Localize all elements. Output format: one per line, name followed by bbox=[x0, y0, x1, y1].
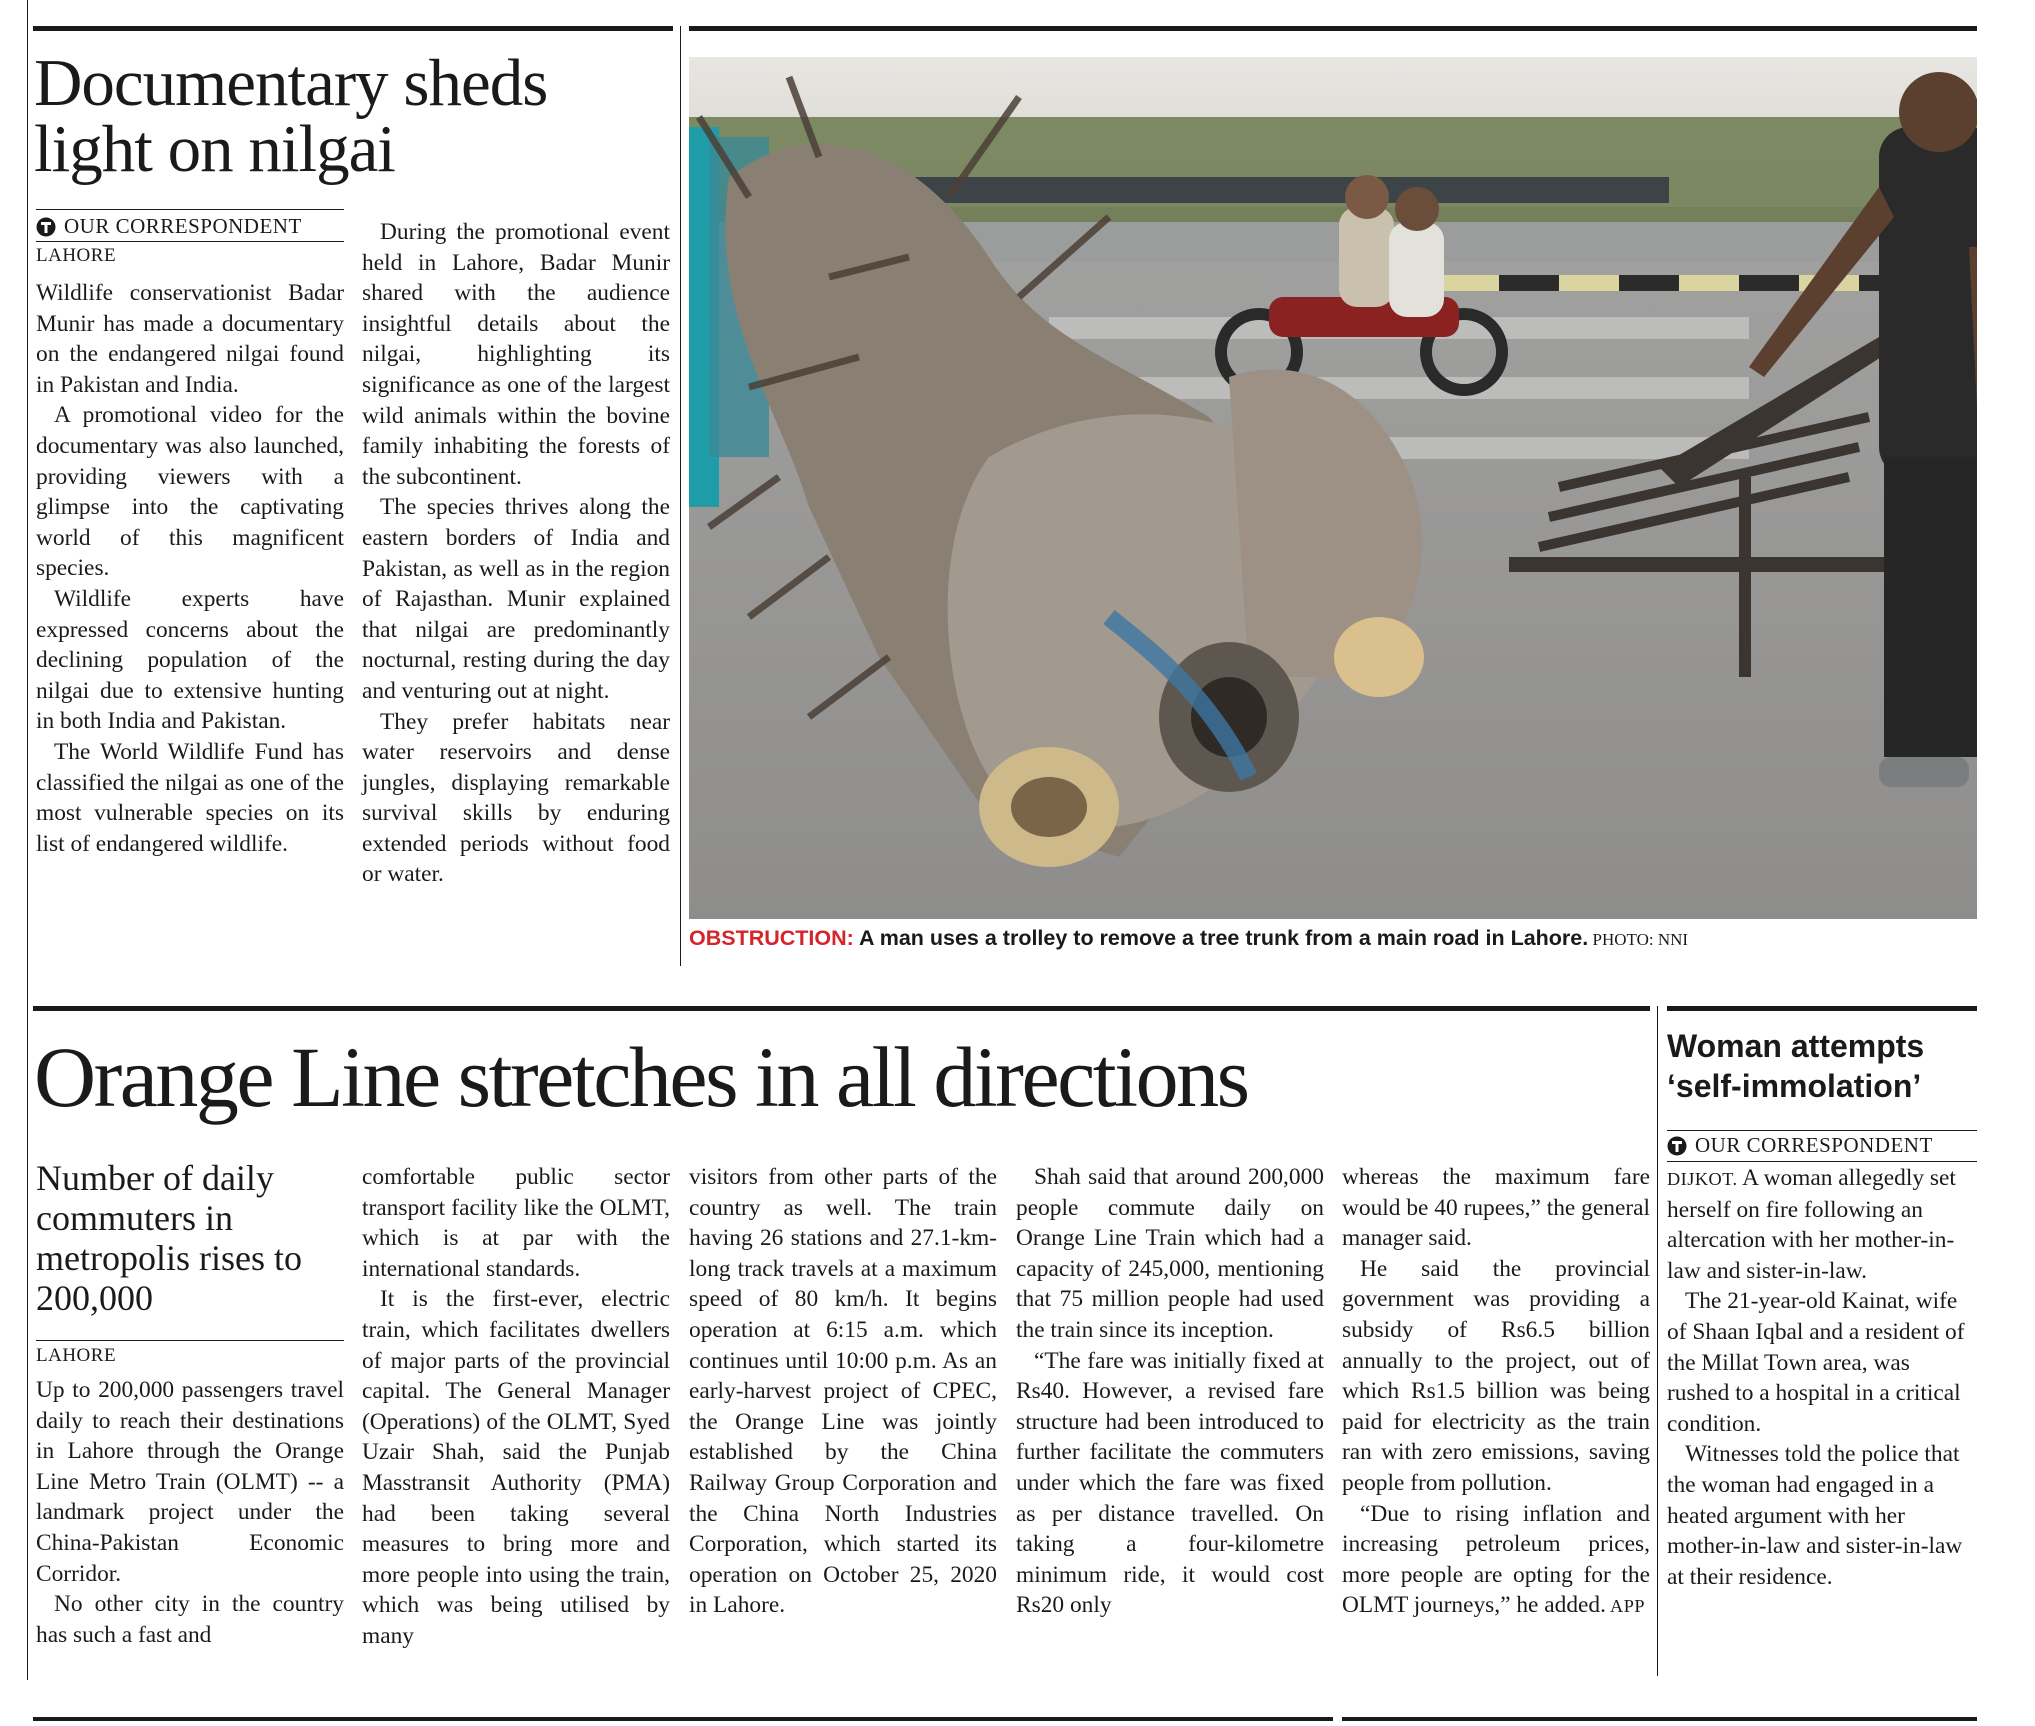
bottom-rule-left bbox=[33, 1717, 1333, 1721]
story3-byline: OUR CORRESPONDENT bbox=[1667, 1133, 1977, 1158]
column-divider-bottom bbox=[1657, 1006, 1658, 1676]
story2-column-4 bbox=[1016, 1162, 1324, 1621]
caption-label: OBSTRUCTION: bbox=[689, 926, 854, 950]
photo-illustration bbox=[689, 57, 1977, 919]
story3-byline-rule-top bbox=[1667, 1130, 1977, 1131]
story2-col3-continuation: visitors from other parts of the country as well. The train having 26 stations and 27.1-km-long track travels at a maximum speed of 80 km/h. It begins operation at 6:15 a.m. which continues until 10:00 p.m. As an early-harvest project of CPEC, the Orange Line was jointly established by the China Railway Group Corporation and the China North Industries Corporation, which started its operation on October 25, 2020 in Lahore. bbox=[689, 1164, 997, 1619]
photo-credit: PHOTO: NNI bbox=[1588, 930, 1689, 949]
column-divider-top bbox=[680, 26, 681, 966]
story2-col5-continuation: whereas the maximum fare would be 40 rupees,” the general manager said. bbox=[1342, 1164, 1650, 1252]
paragraph: The species thrives along the eastern borders of India and Pakistan, as well as in the region of Rajasthan. Munir explained that nilgai are predominantly nocturnal, resting during the day and venturing out at night. bbox=[362, 494, 670, 704]
deck-rule bbox=[36, 1340, 344, 1341]
paragraph: “The fare was initially fixed at Rs40. However, a revised fare structure had been introduced to further facilitate the commuters under which the fare was fixed as per distance travelled. On taking a four-kilometre minimum ride, it would cost Rs20 only bbox=[1016, 1347, 1324, 1619]
paragraph: He said the provincial government was providing a subsidy of Rs6.5 billion annually to the project, out of which Rs1.5 billion was being paid for electricity as the train ran with zero emissions, saving people from pollution. bbox=[1342, 1255, 1650, 1496]
story1-headline: Documentary sheds light on nilgai bbox=[34, 46, 548, 186]
story1-column-1 bbox=[36, 278, 344, 859]
news-photo-tree-trolley bbox=[689, 57, 1977, 919]
story3-lead: DIJKOT. A woman allegedly set herself on fire following an altercation with her mother-in-law and sister-in-law. bbox=[1667, 1165, 1956, 1284]
correspondent-logo-icon bbox=[36, 217, 56, 237]
story2-column-1 bbox=[36, 1375, 344, 1650]
story2-column-5 bbox=[1342, 1162, 1650, 1622]
paragraph: The World Wildlife Fund has classified the nilgai as one of the most vulnerable species on its list of endangered wildlife. bbox=[36, 738, 344, 857]
paragraph: The 21-year-old Kainat, wife of Shaan Iqbal and a resident of the Millat Town area, was rushed to a hospital in a critical condition. bbox=[1667, 1288, 1965, 1437]
story2-col2-continuation: comfortable public sector transport facility like the OLMT, which is at par with the international standards. bbox=[362, 1164, 670, 1282]
paragraph: Witnesses told the police that the woman had engaged in a heated argument with her mother-in-law and sister-in-law at their residence. bbox=[1667, 1441, 1963, 1590]
story1-dateline: LAHORE bbox=[36, 245, 117, 266]
paragraph: Shah said that around 200,000 people commute daily on Orange Line Train which had a capacity of 245,000, mentioning that 75 million people had used the train since its inception. bbox=[1016, 1164, 1324, 1343]
story1-column-2 bbox=[362, 217, 670, 890]
agency-tag: APP bbox=[1605, 1596, 1645, 1617]
byline-rule-bottom bbox=[36, 241, 344, 242]
paragraph: They prefer habitats near water reservoirs and dense jungles, displaying remarkable survival skills by enduring extended periods without food or water. bbox=[362, 708, 670, 888]
mid-rule-right bbox=[1667, 1006, 1977, 1011]
paragraph: During the promotional event held in Lahore, Badar Munir shared with the audience insightful details about the nilgai, highlighting its significance as one of the largest wild animals within the bovine family inhabiting the forests of the subcontinent. bbox=[362, 219, 670, 490]
story3-byline-rule-bottom bbox=[1667, 1161, 1977, 1162]
story2-headline: Orange Line stretches in all directions bbox=[34, 1029, 1248, 1125]
paragraph: Wildlife experts have expressed concerns about the declining population of the nilgai due to extensive hunting in both India and Pakistan. bbox=[36, 585, 344, 735]
paragraph: A promotional video for the documentary was also launched, providing viewers with a glimpse into the captivating world of this magnificent species. bbox=[36, 402, 344, 582]
story2-deck: Number of daily commuters in metropolis rises to 200,000 bbox=[36, 1158, 302, 1318]
story2-column-2 bbox=[362, 1162, 670, 1652]
byline-rule-top bbox=[36, 209, 344, 210]
story1-byline: OUR CORRESPONDENT bbox=[36, 214, 344, 239]
paragraph: It is the first-ever, electric train, which facilitates dwellers of major parts of the provincial capital. The General Manager (Operations) of the OLMT, Syed Uzair Shah, said the Punjab Masstransit Authority (PMA) had been taking several measures to bring more and more people into using the train, which was being utilised by many bbox=[362, 1286, 670, 1649]
paragraph: “Due to rising inflation and increasing petroleum prices, more people are opting for the OLMT journeys,” he added. APP bbox=[1342, 1500, 1650, 1619]
paragraph: Wildlife conservationist Badar Munir has made a documentary on the endangered nilgai found in Pakistan and India. bbox=[36, 280, 344, 398]
paragraph: Up to 200,000 passengers travel daily to reach their destinations in Lahore through the Orange Line Metro Train (OLMT) -- a landmark project under the China-Pakistan Economic Corridor. bbox=[36, 1377, 344, 1587]
correspondent-logo-icon bbox=[1667, 1136, 1687, 1156]
top-rule-right bbox=[689, 26, 1977, 31]
paragraph: No other city in the country has such a fast and bbox=[36, 1591, 344, 1648]
top-rule-left bbox=[33, 26, 673, 31]
story3-body bbox=[1667, 1163, 1967, 1592]
story3-headline: Woman attempts ‘self-immolation’ bbox=[1667, 1028, 1925, 1104]
left-edge-rule bbox=[27, 0, 28, 1680]
bottom-rule-right bbox=[1342, 1717, 1977, 1721]
caption-text: A man uses a trolley to remove a tree trunk from a main road in Lahore. bbox=[853, 926, 1589, 950]
story2-dateline: LAHORE bbox=[36, 1345, 117, 1366]
photo-caption bbox=[689, 926, 1688, 951]
mid-rule-left bbox=[33, 1006, 1650, 1011]
story2-column-3 bbox=[689, 1162, 997, 1621]
